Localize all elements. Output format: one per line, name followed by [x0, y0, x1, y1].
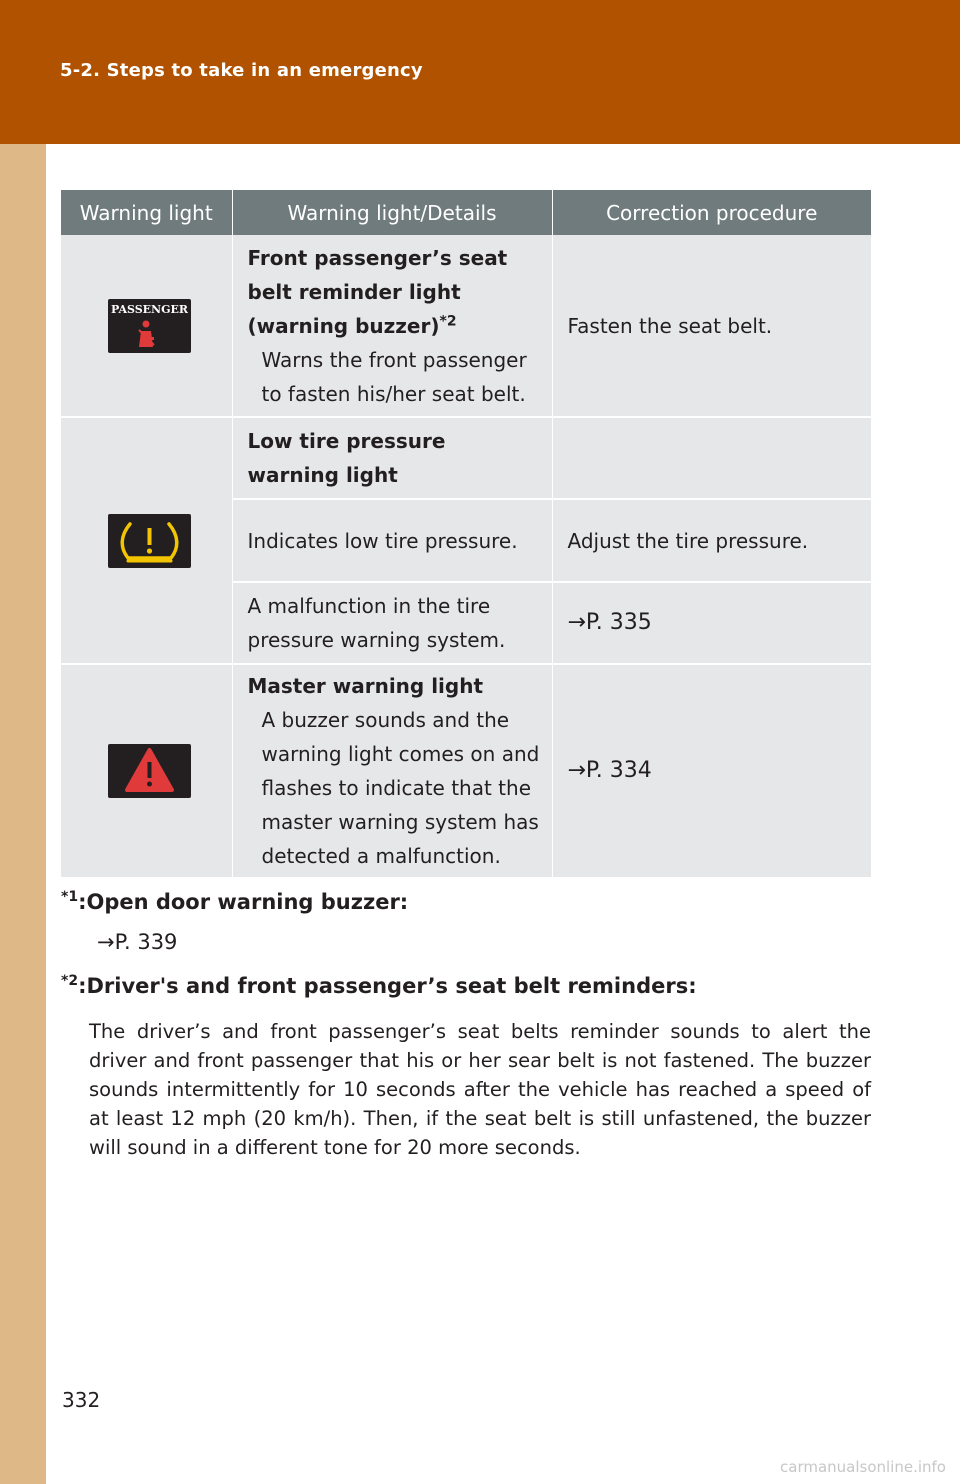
master-title: Master warning light — [247, 674, 484, 698]
page-header — [0, 0, 960, 144]
passenger-icon-label: PASSENGER — [111, 302, 189, 316]
master-detail: A buzzer sounds and the warning light comes on and flashes to indicate that the master warning system has detected a malfunction. — [261, 708, 540, 868]
table-row-master-warning — [61, 664, 871, 878]
master-warning-icon — [108, 744, 191, 798]
passenger-title: Front passenger’s seat belt reminder light (warning buzzer)$^{*2}$ — [247, 245, 508, 338]
table-header-row — [61, 190, 871, 235]
column-header-correction: Correction procedure — [552, 190, 871, 235]
tire-malfunction-correction: →P. 335 — [552, 582, 871, 664]
footnote-1-title: $^{*1}$:Open door warning buzzer: — [61, 889, 409, 914]
footnote-2-body: The driver’s and front passenger’s seat belts reminder sounds to alert the driver and front passenger that his or her sear belt is not fastened. The buzzer sounds intermittently for 10 seconds after the vehicle has reached a speed of at least 12 mph (20 km/h). Then, if the seat belt is still unfastened, the buzzer will sound in a different tone for 20 more seconds. — [89, 1020, 871, 1159]
side-stripe — [0, 144, 46, 1484]
icon-cell — [61, 664, 232, 878]
footnote-1-reference: →P. 339 — [97, 930, 178, 954]
tire-malfunction-detail: A malfunction in the tire pressure warning system. — [232, 582, 552, 664]
icon-cell — [61, 235, 232, 417]
tire-low-detail: Indicates low tire pressure. — [232, 499, 552, 582]
column-header-details: Warning light/Details — [232, 190, 552, 235]
tire-title: Low tire pressure warning light — [232, 417, 552, 499]
watermark: carmanualsonline.info — [780, 1458, 946, 1476]
column-header-warning-light: Warning light — [61, 190, 232, 235]
passenger-detail: Warns the front passenger to fasten his/her seat belt. — [261, 347, 527, 406]
master-details-cell — [232, 664, 552, 878]
tire-title-correction-empty — [552, 417, 871, 499]
tire-low-correction: Adjust the tire pressure. — [552, 499, 871, 582]
table-row-tire-title — [61, 417, 871, 499]
passenger-details-cell — [232, 235, 552, 417]
footnote-mark: *2 — [439, 312, 457, 329]
icon-cell — [61, 417, 232, 664]
section-title: 5-2. Steps to take in an emergency — [60, 60, 423, 81]
master-correction: →P. 334 — [552, 664, 871, 878]
footnote-2-title: $^{*2}$:Driver's and front passenger’s seat belt reminders: — [61, 973, 697, 998]
footnotes — [61, 885, 871, 1162]
table-row-passenger-seatbelt — [61, 235, 871, 417]
page-number: 332 — [62, 1388, 101, 1412]
seatbelt-passenger-icon — [108, 299, 191, 353]
tire-pressure-icon — [108, 514, 191, 568]
warning-light-table — [61, 190, 871, 879]
passenger-correction: Fasten the seat belt. — [552, 235, 871, 417]
